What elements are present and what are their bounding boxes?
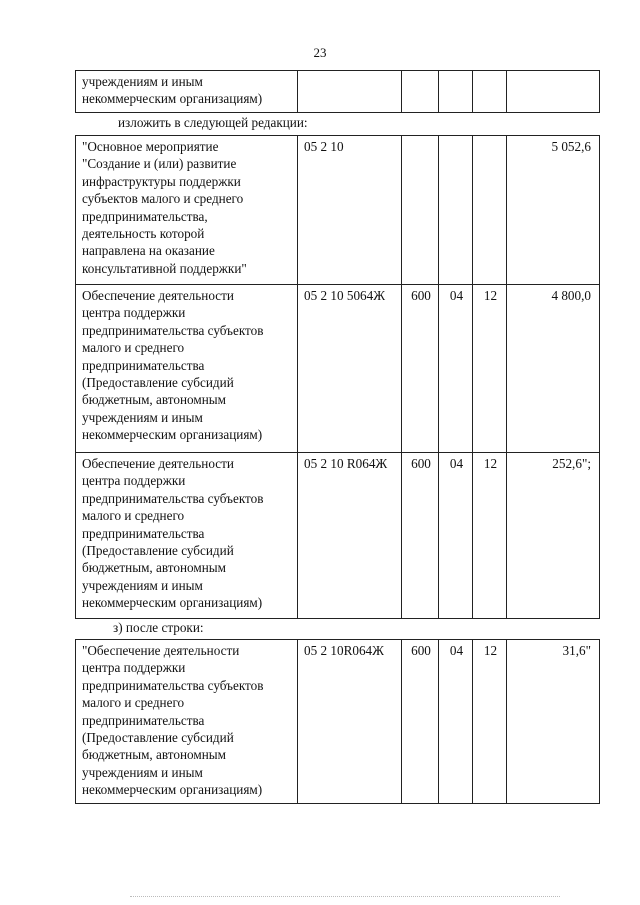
budget-table-continuation (75, 70, 600, 113)
row-target-code (298, 71, 402, 113)
amendment-instruction: з) после строки: (113, 620, 204, 635)
row-amount: 31,6" (507, 640, 600, 804)
row-name: Обеспечение деятельности центра поддержки предпринимательства субъектов малого и среднего предпринимательства (Предоставление субсидий бюджетным, автономным учреждениям и иным некоммерческим организациям) (76, 285, 298, 453)
row-subsection: 12 (473, 285, 507, 453)
row-section: 04 (439, 640, 473, 804)
budget-table-after-row (75, 639, 600, 804)
row-name: "Обеспечение деятельности центра поддержки предпринимательства субъектов малого и среднего предпринимательства (Предоставление субсидий бюджетным, автономным учреждениям и иным некоммерческим организациям) (76, 640, 298, 804)
row-subsection (473, 71, 507, 113)
row-subsection (473, 136, 507, 285)
row-target-code: 05 2 10R064Ж (298, 640, 402, 804)
row-target-code: 05 2 10 R064Ж (298, 453, 402, 619)
row-subsection: 12 (473, 453, 507, 619)
row-amount (507, 71, 600, 113)
row-target-code: 05 2 10 (298, 136, 402, 285)
row-amount: 4 800,0 (507, 285, 600, 453)
row-amount: 5 052,6 (507, 136, 600, 285)
table-row (76, 453, 600, 619)
row-target-code: 05 2 10 5064Ж (298, 285, 402, 453)
table-row (76, 285, 600, 453)
table-row (76, 71, 600, 113)
row-name: "Основное мероприятие "Создание и (или) развитие инфраструктуры поддержки субъектов малого и среднего предпринимательства, деятельность которой направлена на оказание консультативной поддержки" (76, 136, 298, 285)
row-expense-group: 600 (402, 285, 439, 453)
row-section: 04 (439, 453, 473, 619)
budget-table-new-edition (75, 135, 600, 619)
row-expense-group: 600 (402, 453, 439, 619)
row-name: учреждениям и иным некоммерческим организациям) (76, 71, 298, 113)
row-section (439, 71, 473, 113)
page-bottom-divider (130, 896, 560, 897)
row-expense-group (402, 71, 439, 113)
page-number: 23 (313, 45, 327, 60)
amendment-instruction: изложить в следующей редакции: (118, 115, 308, 130)
row-expense-group: 600 (402, 640, 439, 804)
table-row (76, 640, 600, 804)
row-section: 04 (439, 285, 473, 453)
table-row (76, 136, 600, 285)
row-section (439, 136, 473, 285)
row-amount: 252,6"; (507, 453, 600, 619)
row-name: Обеспечение деятельности центра поддержки предпринимательства субъектов малого и среднего предпринимательства (Предоставление субсидий бюджетным, автономным учреждениям и иным некоммерческим организациям) (76, 453, 298, 619)
row-expense-group (402, 136, 439, 285)
row-subsection: 12 (473, 640, 507, 804)
